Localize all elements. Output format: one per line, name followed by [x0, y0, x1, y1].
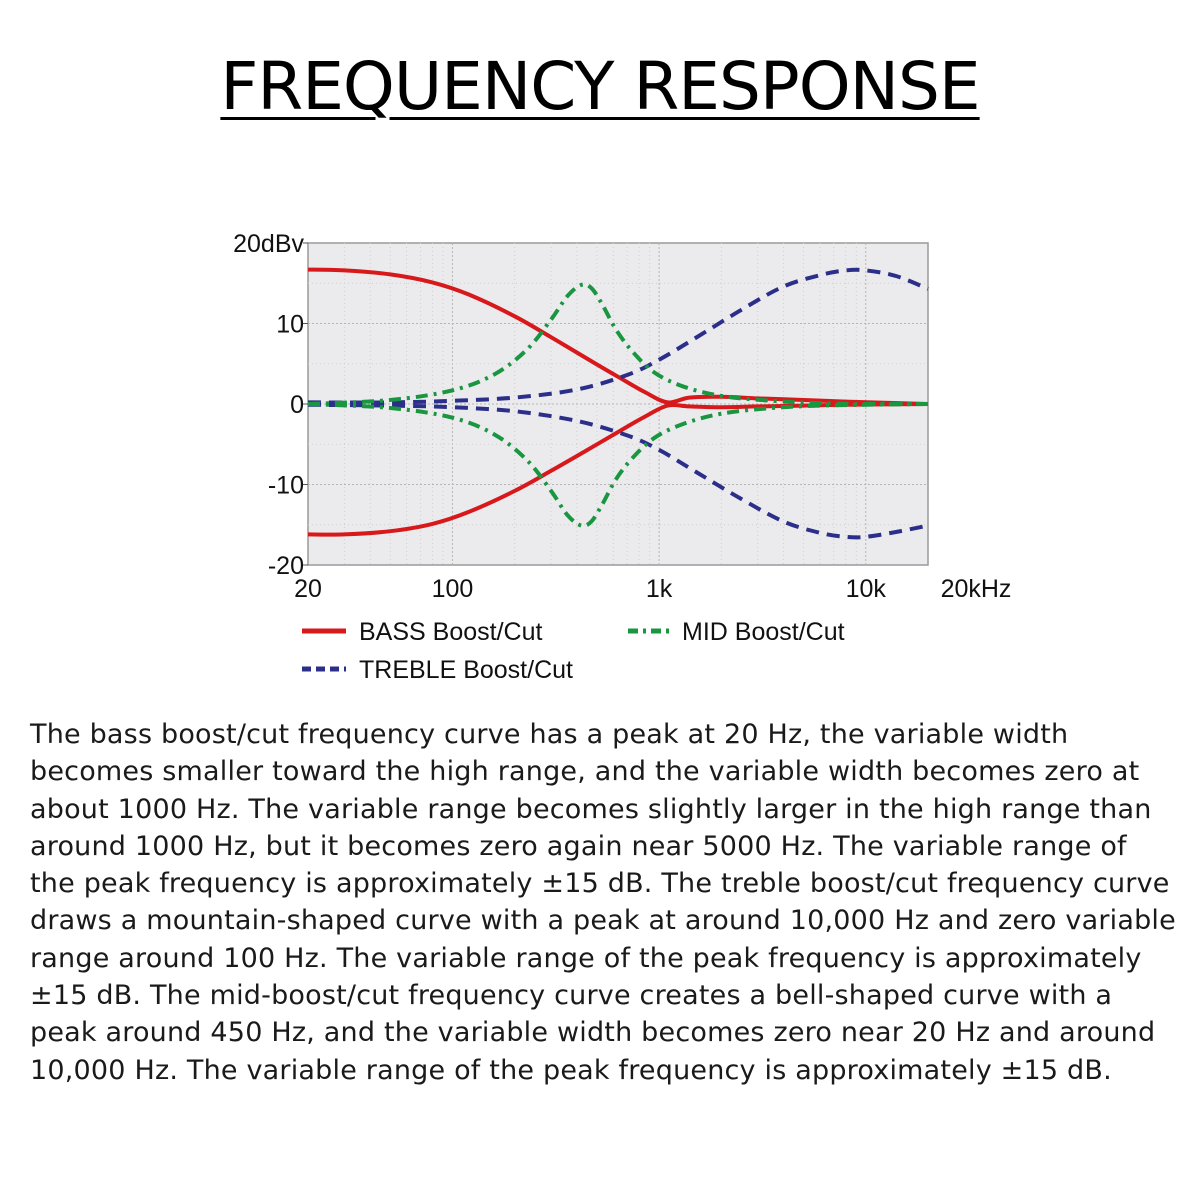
x-tick-label: 100: [431, 575, 474, 603]
x-tick-label: 10k: [845, 575, 886, 603]
y-tick-label: 0: [290, 391, 304, 419]
y-tick-label: 20dBv: [233, 230, 304, 258]
x-tick-label: 20: [294, 575, 322, 603]
page-title-container: [0, 48, 1200, 125]
legend-label-mid: MID Boost/Cut: [682, 618, 845, 646]
frequency-response-chart: [0, 220, 1200, 700]
legend-label-treble: TREBLE Boost/Cut: [359, 656, 573, 684]
description-paragraph: The bass boost/cut frequency curve has a peak at 20 Hz, the variable width becomes smaller toward the high range, and the variable width becomes zero at about 1000 Hz. The variable range becomes slightly larger in the high range than around 1000 Hz, but it becomes zero again near 5000 Hz. The variable range of the peak frequency is approximately ±15 dB. The treble boost/cut frequency curve draws a mountain-shaped curve with a peak at around 10,000 Hz and zero variable range around 100 Hz. The variable range of the peak frequency is approximately ±15 dB. The mid-boost/cut frequency curve creates a bell-shaped curve with a peak around 450 Hz, and the variable width becomes zero near 20 Hz and around 10,000 Hz. The variable range of the peak frequency is approximately ±15 dB.: [30, 719, 1176, 1086]
legend: [302, 618, 845, 684]
y-tick-label: 10: [276, 310, 304, 339]
page-title: FREQUENCY RESPONSE: [220, 48, 980, 125]
y-tick-label: -20: [267, 552, 304, 580]
x-tick-label: 20kHz: [940, 575, 1012, 603]
legend-label-bass: BASS Boost/Cut: [359, 618, 543, 646]
x-tick-label: 1k: [645, 575, 673, 603]
y-tick-label: -10: [267, 471, 304, 500]
